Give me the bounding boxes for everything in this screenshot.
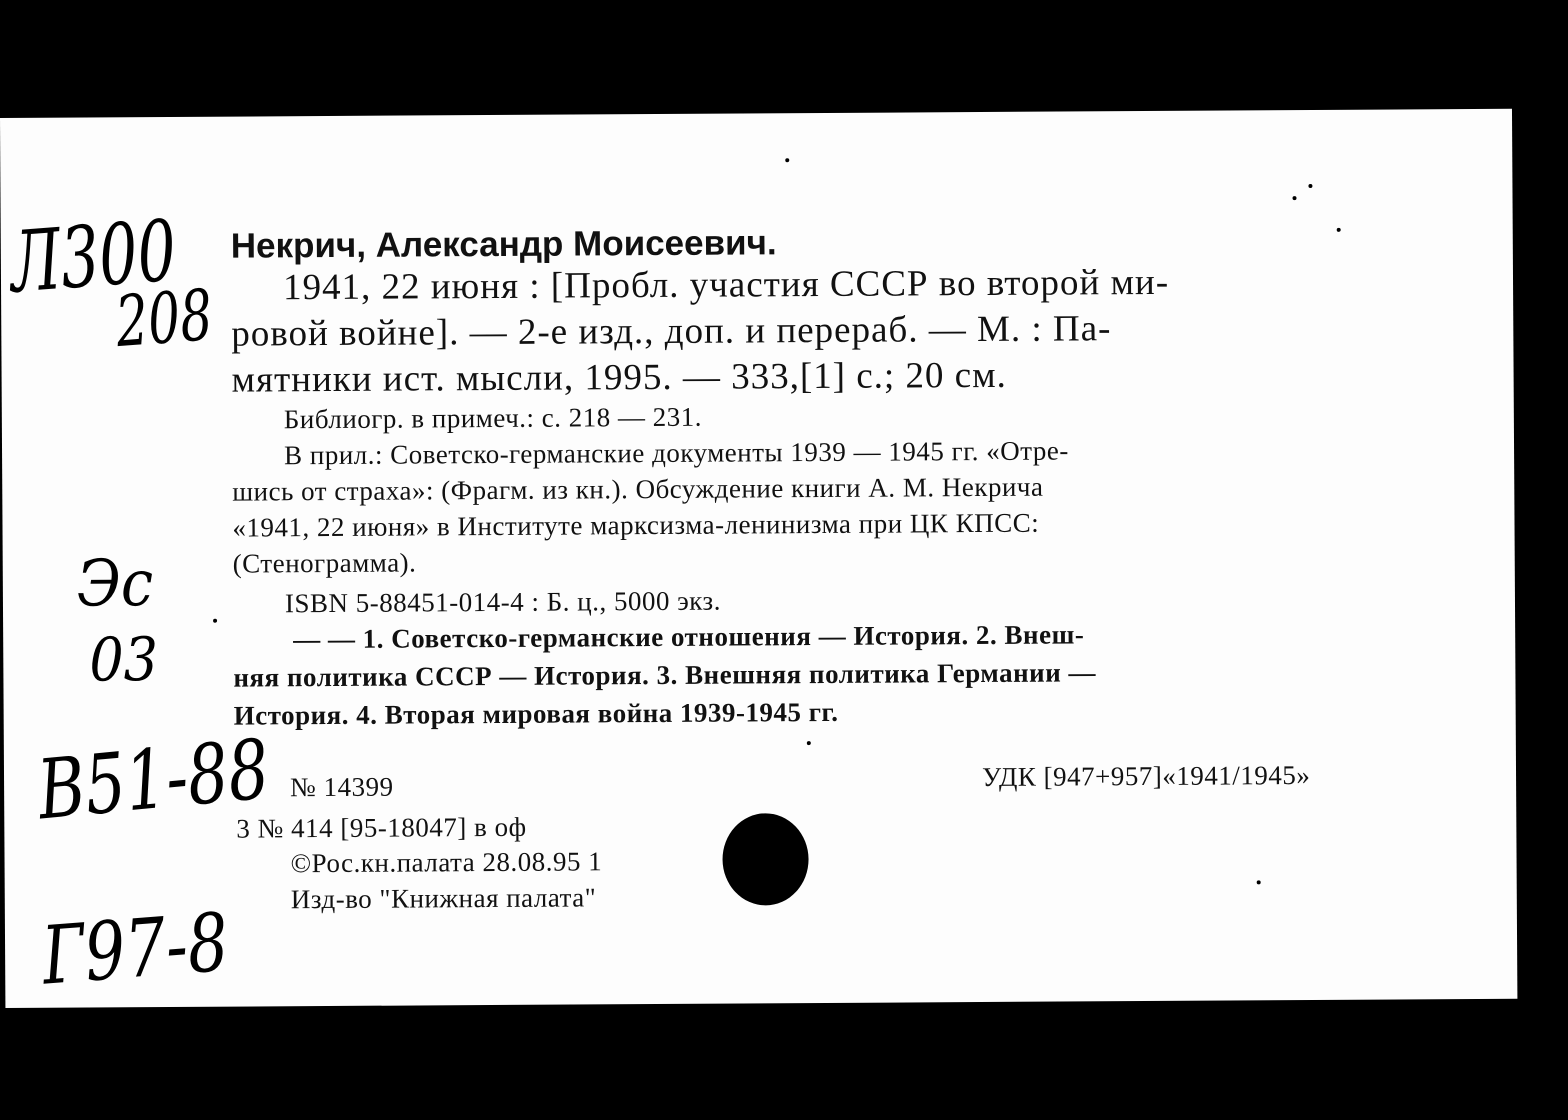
speck [785,158,789,162]
record-number: № 14399 [290,771,394,803]
order-line: 3 № 414 [95-18047] в оф [236,811,527,844]
udc-classification: УДК [947+957]«1941/1945» [981,760,1311,793]
speck [1337,228,1341,232]
appendix-line-3: «1941, 22 июня» в Институте марксизма-ленинизма при ЦК КПСС: [232,507,1040,543]
handwritten-shelf-mark: Л300 [6,201,180,312]
speck [807,741,811,745]
speck [1308,184,1312,188]
copyright-line: ©Рос.кн.палата 28.08.95 1 [290,846,603,879]
subject-line-3: История. 4. Вторая мировая война 1939-1945 гг. [233,696,839,731]
speck [1293,196,1297,200]
subject-line-1: — — 1. Советско-германские отношения — История. 2. Внеш- [293,619,1085,655]
handwritten-shelf-mark-sub: 208 [112,274,216,364]
title-line-2: ровой войне]. — 2-е изд., доп. и перераб. — М. : Па- [231,308,1112,355]
title-line-1: 1941, 22 июня : [Пробл. участия СССР во второй ми- [282,261,1170,309]
speck [1257,880,1261,884]
bibliography-note: Библиогр. в примеч.: с. 218 — 231. [283,401,703,435]
appendix-line-4: (Стенограмма). [232,547,417,579]
publisher-line: Изд-во "Книжная палата" [290,882,597,915]
handwritten-code-1: Эс [76,547,154,622]
title-line-3: мятники ист. мысли, 1995. — 333,[1] с.; 20 см. [231,354,1007,401]
speck [213,619,217,623]
appendix-line-2: шись от страха»: (Фрагм. из кн.). Обсуждение книги А. М. Некрича [232,471,1044,507]
catalog-card [0,109,1517,1008]
ink-blot [722,813,809,906]
isbn-line: ISBN 5-88451-014-4 : Б. ц., 5000 экз. [284,585,722,619]
handwritten-code-2: 03 [89,625,159,696]
handwritten-code-4: Г97-8 [38,895,232,1003]
handwritten-code-3: В51-88 [33,722,274,839]
subject-line-2: няя политика СССР — История. 3. Внешняя политика Германии — [233,657,1097,693]
author-name: Некрич, Александр Моисеевич. [230,223,777,266]
appendix-line-1: В прил.: Советско-германские документы 1939 — 1945 гг. «Отре- [283,435,1069,471]
